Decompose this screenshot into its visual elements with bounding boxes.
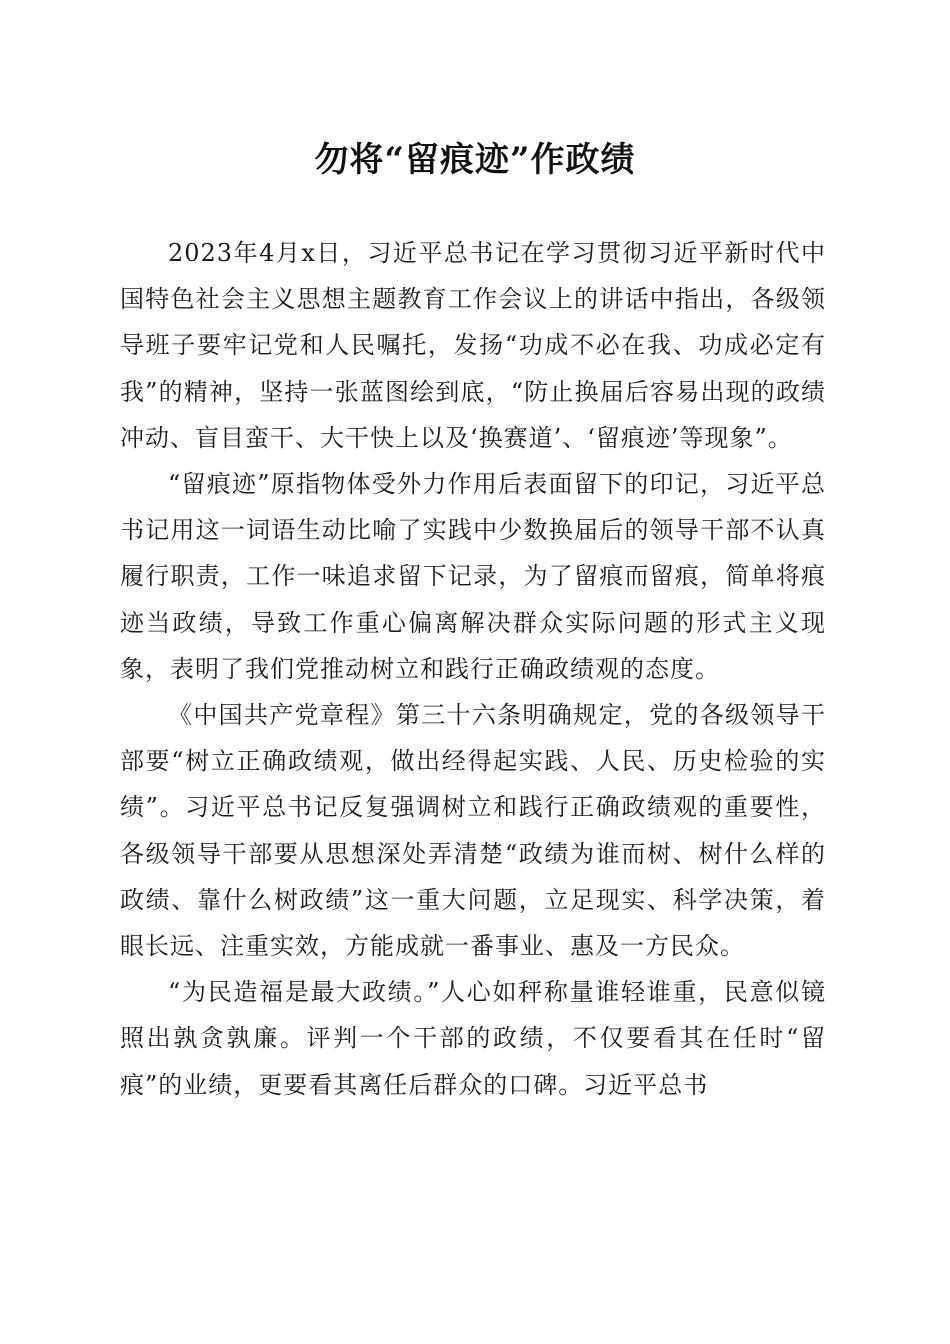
paragraph-4: “为民造福是最大政绩。”人心如秤称量谁轻谁重，民意似镜照出孰贪孰廉。评判一个干部的政绩，不仅要看其在任时“留痕”的业绩，更要看其离任后群众的口碑。习近平总书 <box>120 978 826 1099</box>
paragraph-2: “留痕迹”原指物体受外力作用后表面留下的印记，习近平总书记用这一词语生动比喻了实践中少数换届后的领导干部不认真履行职责，工作一味追求留下记录，为了留痕而留痕，简单将痕迹当政绩，导致工作重心偏离解决群众实际问题的形式主义现象，表明了我们党推动树立和践行正确政绩观的态度。 <box>120 470 826 683</box>
paragraph-1: 2023年4月x日，习近平总书记在学习贯彻习近平新时代中国特色社会主义思想主题教育工作会议上的讲话中指出，各级领导班子要牢记党和人民嘱托，发扬“功成不必在我、功成必定有我”的精神，坚持一张蓝图绘到底，“防止换届后容易出现的政绩冲动、盲目蛮干、大干快上以及‘换赛道’、‘留痕迹’等现象”。 <box>120 239 826 452</box>
document-body <box>120 230 826 1108</box>
paragraph-3: 《中国共产党章程》第三十六条明确规定，党的各级领导干部要“树立正确政绩观，做出经得起实践、人民、历史检验的实绩”。习近平总书记反复强调树立和践行正确政绩观的重要性，各级领导干部要从思想深处弄清楚“政绩为谁而树、树什么样的政绩、靠什么树政绩”这一重大问题，立足现实、科学决策，着眼长远、注重实效，方能成就一番事业、惠及一方民众。 <box>120 701 826 961</box>
document-title: 勿将“留痕迹”作政绩 <box>314 140 636 180</box>
